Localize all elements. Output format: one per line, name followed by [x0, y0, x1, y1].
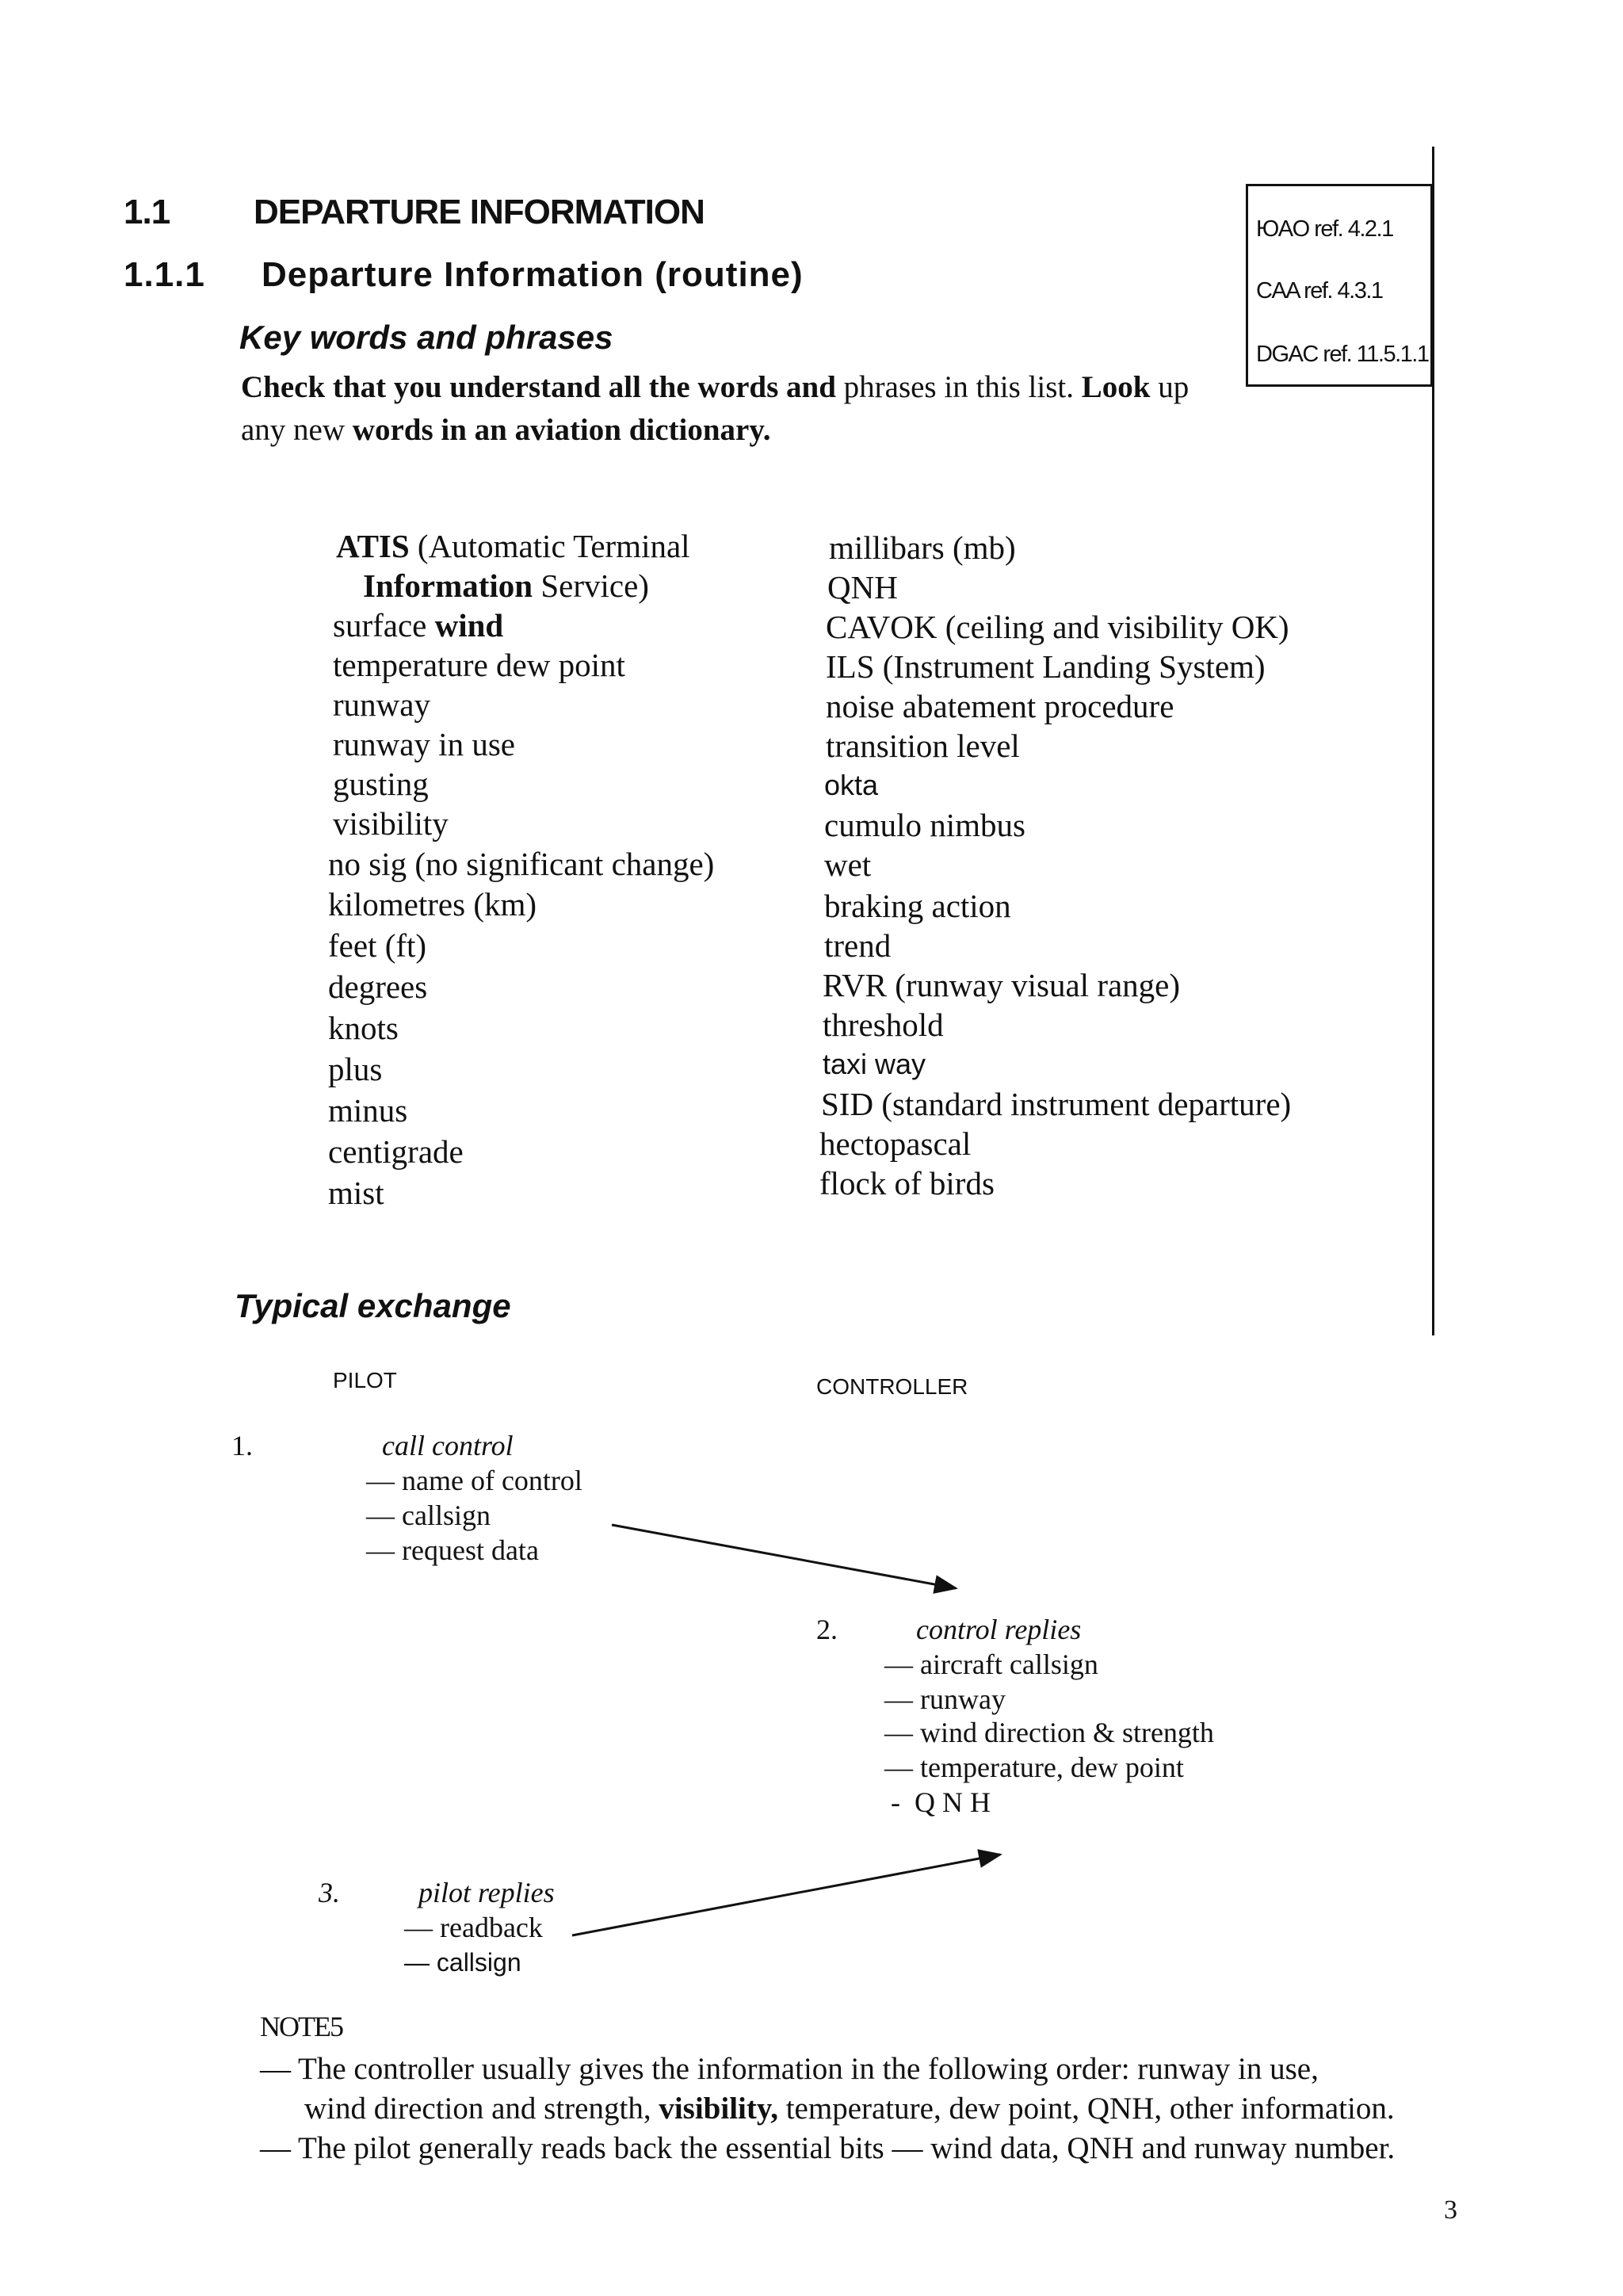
note-text-a: wind direction and strength, [304, 2092, 659, 2126]
icao-ref: ЮAO ref. 4.2.1 [1256, 216, 1393, 242]
word-list-item: QNH [827, 569, 898, 606]
note-bold: visibility, [659, 2092, 778, 2126]
step-2-item: - Q N H [891, 1786, 991, 1818]
word-bold: Information [363, 567, 533, 604]
word-list-item: temperature dew point [333, 647, 625, 683]
word-list-item: flock of birds [819, 1165, 995, 1201]
step-2-title: control replies [916, 1614, 1082, 1645]
word-list-item: runway in use [333, 726, 516, 762]
word-list-item: feet (ft) [328, 927, 427, 964]
page-number: 3 [1444, 2195, 1457, 2225]
intro-bold-1: Check that you understand all the words and [241, 370, 836, 404]
step-2-item: — runway [884, 1683, 1006, 1715]
step-3-title: pilot replies [418, 1877, 555, 1908]
subsection-number: 1.1.1 [124, 255, 205, 294]
step-3-item: — callsign [404, 1948, 521, 1977]
word-list-item: ILS (Instrument Landing System) [826, 648, 1266, 685]
step-2-item: — aircraft callsign [884, 1648, 1098, 1680]
step-1-item: — callsign [366, 1499, 491, 1531]
word-list-item: centigrade [328, 1133, 464, 1170]
note-line-1: — The controller usually gives the information in the following order: runway in use, [260, 2052, 1319, 2086]
word-list-item: noise abatement procedure [826, 688, 1174, 724]
word-text: Service) [533, 567, 649, 604]
word-list-item: knots [328, 1010, 399, 1046]
word-list-item: minus [328, 1092, 408, 1129]
arrow-1-to-2 [612, 1525, 956, 1588]
step-3-item: — readback [404, 1912, 543, 1943]
intro-text-1: phrases in this list. [835, 370, 1082, 404]
note-text-c: temperature, dew point, QNH, other information. [777, 2092, 1395, 2126]
word-list-item: no sig (no significant change) [328, 846, 715, 882]
word-bold: ATIS [336, 528, 410, 564]
word-list-item: wet [824, 846, 872, 883]
dgac-ref: DGAC ref. 11.5.1.1 [1256, 342, 1429, 367]
word-list-item: SID (standard instrument departure) [821, 1086, 1292, 1122]
section-title: DEPARTURE INFORMATION [254, 193, 705, 231]
note-line-3: — The pilot generally reads back the essential bits — wind data, QNH and runway number. [260, 2131, 1396, 2165]
step-1-title: call control [382, 1430, 514, 1461]
word-list-item: millibars (mb) [829, 529, 1016, 566]
word-list-item: degrees [328, 968, 428, 1005]
word-list-item: trend [824, 927, 892, 964]
section-number: 1.1 [124, 193, 170, 231]
intro-text-3: any new [241, 413, 353, 447]
key-words-heading: Key words and phrases [239, 319, 613, 356]
intro-bold-2: Look [1081, 370, 1151, 404]
word-list-item: RVR (runway visual range) [823, 967, 1181, 1003]
step-2-item: — temperature, dew point [884, 1752, 1184, 1783]
word-bold: wind [434, 607, 504, 644]
arrow-3-to-2 [572, 1855, 1000, 1935]
controller-label: CONTROLLER [816, 1374, 968, 1399]
step-1-item: — name of control [366, 1465, 582, 1496]
word-text: surface [333, 607, 435, 644]
note-line-2 [304, 2089, 1395, 2129]
word-list-item: runway [333, 686, 430, 723]
word-list-item: CAVOK (ceiling and visibility OK) [826, 609, 1289, 645]
step-2-item: — wind direction & strength [884, 1717, 1214, 1748]
word-list-item: taxi way [823, 1048, 926, 1080]
word-text: (Automatic Terminal [409, 528, 690, 564]
step-2-number: 2. [816, 1614, 838, 1645]
word-list-item: braking action [824, 888, 1011, 924]
word-list-item: mist [328, 1175, 384, 1211]
word-list-item: plus [328, 1051, 383, 1087]
exchange-heading: Typical exchange [235, 1287, 511, 1324]
intro-bold-3: words in an aviation dictionary. [352, 413, 771, 447]
word-list-item: gusting [333, 766, 429, 802]
word-list-item: kilometres (km) [328, 886, 537, 923]
intro-text-2: up [1150, 370, 1190, 404]
step-3-number: 3. [319, 1877, 340, 1908]
step-1-item: — request data [366, 1534, 539, 1566]
note-label: NOTE5 [260, 2011, 342, 2042]
word-list-item: transition level [826, 728, 1020, 764]
pilot-label: PILOT [333, 1368, 397, 1392]
subsection-title: Departure Information (routine) [262, 255, 804, 294]
word-list-item: hectopascal [819, 1125, 972, 1162]
word-list-item: cumulo nimbus [824, 807, 1025, 843]
step-1-number: 1. [231, 1430, 253, 1461]
word-list-item: okta [824, 769, 879, 801]
caa-ref: CAA ref. 4.3.1 [1256, 278, 1383, 304]
word-list-item: visibility [333, 805, 449, 842]
word-list-item: threshold [823, 1007, 944, 1043]
